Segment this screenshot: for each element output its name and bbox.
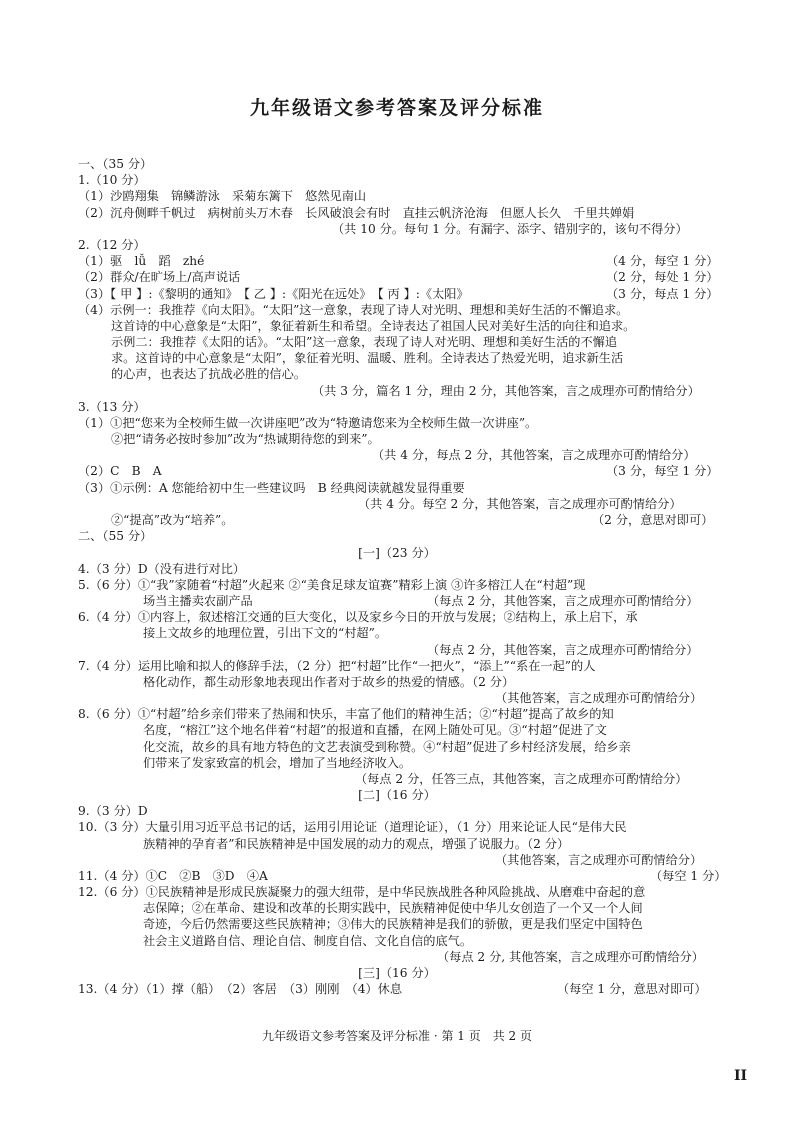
answer-line: 6.（4 分）①内容上，叙述榕江交通的巨大变化，以及家乡今日的开放与发展；②结构上，承上启下，承 xyxy=(78,610,638,624)
answer-line: （共 10 分。每句 1 分。有漏字、添字、错别字的，该句不得分） xyxy=(332,222,688,236)
answer-line: 2.（12 分） xyxy=(78,238,146,252)
page-title: 九年级语文参考答案及评分标准 xyxy=(249,97,544,119)
answer-line: （3 分，每空 1 分） xyxy=(606,464,719,478)
answer-line: 族精神的孕育者”和民族精神是中国发展的动力的观点，增强了说服力。（2 分） xyxy=(143,837,570,851)
answer-line: ②把“请务必按时参加”改为“热诚期待您的到来”。 xyxy=(111,432,380,446)
answer-line: （每空 1 分） xyxy=(650,869,727,883)
answer-line: ②“提高”改为“培养”。 xyxy=(111,513,234,527)
section-heading: [二]（16 分） xyxy=(358,788,436,802)
answer-line: （每空 1 分，意思对即可） xyxy=(557,982,707,996)
section-heading: [三]（16 分） xyxy=(358,966,436,980)
answer-line: （每点 2 分，其他答案，言之成理亦可酌情给分） xyxy=(427,594,699,608)
answer-line: （其他答案，言之成理亦可酌情给分） xyxy=(495,853,703,867)
answer-line: 7.（4 分）运用比喻和拟人的修辞手法，（2 分）把“村超”比作“一把火”，“添上”“系在一起”的人 xyxy=(78,659,596,673)
answer-line: 一、（35 分） xyxy=(78,157,153,171)
answer-line: （3 分，每点 1 分） xyxy=(606,287,719,301)
answer-line: 3.（13 分） xyxy=(78,400,146,414)
answer-line: 示例二：我推荐《太阳的话》。“太阳”这一意象，表现了诗人对光明、理想和美好生活的不懈追 xyxy=(111,335,618,349)
answer-line: （1）驱 lǚ 蹈 zhé xyxy=(78,254,205,268)
answer-line: 们带来了发家致富的机会，增加了当地经济收入。 xyxy=(143,756,412,770)
answer-line: （2）群众/在旷场上/高声说话 xyxy=(78,270,241,284)
page-mark: II xyxy=(734,1068,748,1084)
answer-line: （3）【 甲 】:《黎明的通知》 【 乙 】:《阳光在远处》 【 丙 】:《太阳》 xyxy=(78,287,469,301)
answer-line: （共 4 分。每空 2 分，其他答案，言之成理亦可酌情给分） xyxy=(358,497,682,511)
answer-line: （2）C B A xyxy=(78,464,162,478)
answer-line: （2）沉舟侧畔千帆过 病树前头万木春 长风破浪会有时 直挂云帆济沧海 但愿人长久 千里共婵娟 xyxy=(78,206,635,220)
answer-line: 这首诗的中心意象是“太阳”，象征着新生和希望。全诗表达了祖国人民对美好生活的向往和追求。 xyxy=(111,319,636,333)
answer-line: （每点 2 分，任答三点，其他答案，言之成理亦可酌情给分） xyxy=(355,772,688,786)
answer-line: （4）示例一：我推荐《向太阳》。“太阳”这一意象，表现了诗人对光明、理想和美好生活的不懈追求。 xyxy=(78,303,629,317)
answer-line: 13.（4 分）（1）撑（船） （2）客居 （3）刚刚 （4）休息 xyxy=(78,982,403,996)
answer-line: （每点 2 分, 其他答案，言之成理亦可酌情给分） xyxy=(437,950,704,964)
answer-line: 场当主播卖农副产品 xyxy=(143,594,253,608)
answer-line: 10.（3 分）大量引用习近平总书记的话，运用引用论证（道理论证），（1 分）用来论证人民“是伟大民 xyxy=(78,820,627,834)
answer-line: 二、（55 分） xyxy=(78,529,153,543)
answer-line: 志保障；②在革命、建设和改革的长期实践中，民族精神促使中华儿女创造了一个又一个人间 xyxy=(143,901,643,915)
answer-line: （1）①把“您来为全校师生做一次讲座吧”改为“特邀请您来为全校师生做一次讲座”。 xyxy=(78,416,538,430)
answer-line: 的心声，也表达了抗战必胜的信心。 xyxy=(111,367,306,381)
answer-line: 奇迹，今后仍然需要这些民族精神；③伟大的民族精神是我们的骄傲，更是我们坚定中国特色 xyxy=(143,917,643,931)
section-heading: [一]（23 分） xyxy=(358,546,436,560)
answer-line: 4.（3 分）D（没有进行对比） xyxy=(78,562,246,576)
answer-line: 名度，“榕江”这个地名伴着“村超”的报道和直播，在网上随处可见。③“村超”促进了文 xyxy=(143,723,607,737)
answer-line: （3）①示例：A 您能给初中生一些建议吗 B 经典阅读就越发显得重要 xyxy=(78,481,465,495)
answer-line: 5.（6 分）①“我”家随着“村超”火起来 ②“美食足球友谊赛”精彩上演 ③许多榕江人在“村超”现 xyxy=(78,578,586,592)
answer-line: （4 分，每空 1 分） xyxy=(606,254,719,268)
answer-line: 12.（6 分）①民族精神是形成民族凝聚力的强大纽带，是中华民族战胜各种风险挑战、从磨难中奋起的意 xyxy=(78,885,646,899)
answer-line: （共 3 分，篇名 1 分，理由 2 分，其他答案，言之成理亦可酌情给分） xyxy=(312,384,700,398)
answer-line: 化交流，故乡的具有地方特色的文艺表演受到称赞。④“村超”促进了乡村经济发展，给乡亲 xyxy=(143,740,631,754)
answer-line: （2 分，每处 1 分） xyxy=(606,270,719,284)
page-footer: 九年级语文参考答案及评分标准 · 第 1 页 共 2 页 xyxy=(262,1029,532,1043)
answer-line: （2 分，意思对即可） xyxy=(592,513,714,527)
answer-line: 求。这首诗的中心意象是“太阳”，象征着光明、温暖、胜利。全诗表达了热爱光明，追求新生活 xyxy=(111,351,624,365)
answer-line: （其他答案，言之成理亦可酌情给分） xyxy=(495,691,703,705)
answer-line: 格化动作，都生动形象地表现出作者对于故乡的热爱的情感。（2 分） xyxy=(143,675,515,689)
answer-line: 1.（10 分） xyxy=(78,173,146,187)
answer-line: （每点 2 分，其他答案，言之成理亦可酌情给分） xyxy=(427,643,699,657)
answer-line: 接上文故乡的地理位置，引出下文的“村超”。 xyxy=(143,626,388,640)
answer-line: 8.（6 分）①“村超”给乡亲们带来了热闹和快乐，丰富了他们的精神生活；②“村超”提高了故乡的知 xyxy=(78,707,614,721)
answer-line: （1）沙鸥翔集 锦鳞游泳 采菊东篱下 悠然见南山 xyxy=(78,189,367,203)
answer-line: 11.（4 分）①C ②B ③D ④A xyxy=(78,869,268,883)
answer-line: 社会主义道路自信、理论自信、制度自信、文化自信的底气。 xyxy=(143,934,473,948)
answer-line: 9.（3 分）D xyxy=(78,804,148,818)
answer-line: （共 4 分，每点 2 分，其他答案，言之成理亦可酌情给分） xyxy=(372,448,696,462)
